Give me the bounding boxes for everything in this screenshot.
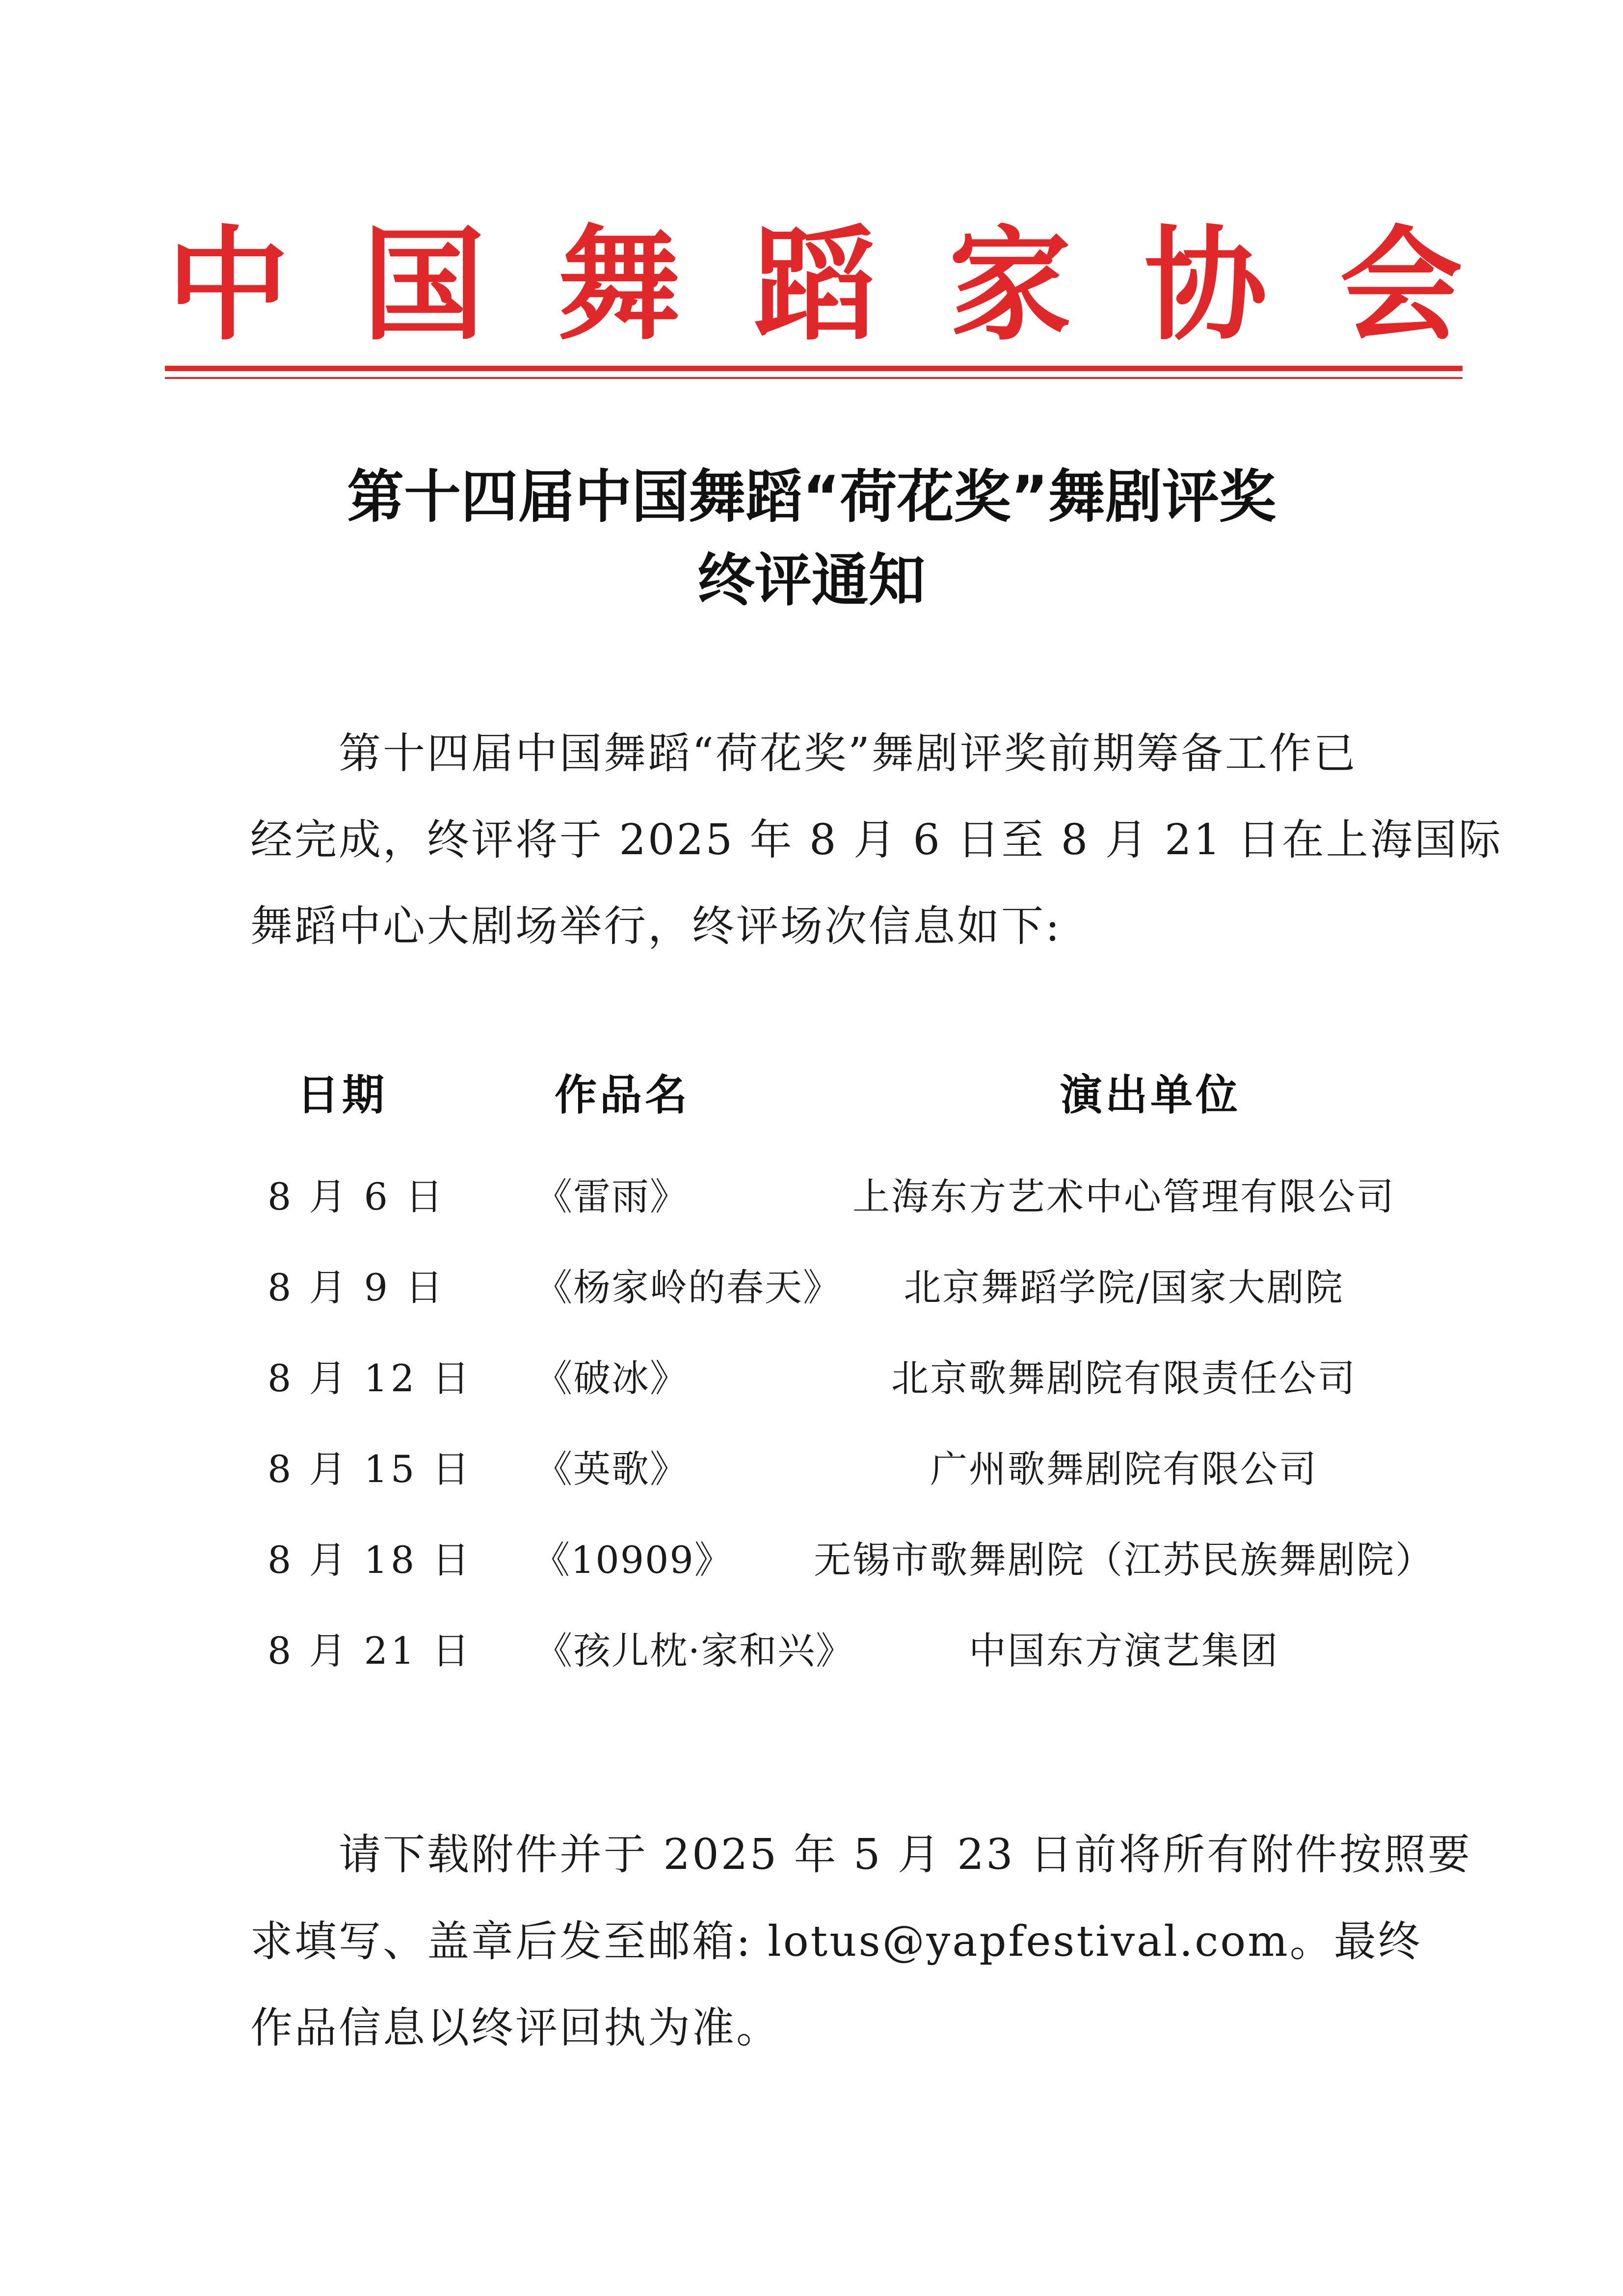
intro-line-3: 舞蹈中心大剧场举行，终评场次信息如下:: [250, 902, 1062, 951]
row-performing-unit: 上海东方艺术中心管理有限公司: [852, 1175, 1395, 1218]
letterhead-char: 蹈: [753, 213, 876, 357]
letterhead-char: 会: [1339, 213, 1463, 357]
letterhead-divider-thick: [165, 366, 1463, 371]
row-work-title: 《杨家岭的春天》: [535, 1266, 841, 1309]
intro-line-1: 第十四届中国舞蹈“荷花奖”舞剧评奖前期筹备工作已: [339, 729, 1357, 778]
row-work-title: 《10909》: [532, 1538, 733, 1582]
letterhead-char: 家: [949, 213, 1072, 357]
letterhead-char: 国: [362, 213, 485, 357]
notice-title-line-1: 第十四届中国舞蹈“荷花奖”舞剧评奖: [347, 464, 1276, 530]
closing-line-1: 请下载附件并于 2025 年 5 月 23 日前将所有附件按照要: [339, 1830, 1472, 1879]
row-work-title: 《雷雨》: [535, 1175, 688, 1218]
letterhead-divider-thin: [165, 377, 1463, 379]
row-performing-unit: 北京歌舞剧院有限责任公司: [891, 1356, 1357, 1400]
row-date: 8 月 6 日: [267, 1175, 446, 1218]
row-date: 8 月 21 日: [267, 1629, 473, 1673]
row-date: 8 月 15 日: [267, 1447, 473, 1491]
letterhead-char: 舞: [558, 213, 681, 357]
row-date: 8 月 18 日: [267, 1538, 473, 1582]
row-performing-unit: 无锡市歌舞剧院（江苏民族舞剧院）: [814, 1538, 1434, 1582]
table-header-work: 作品名: [555, 1071, 690, 1120]
letterhead-char: 中: [167, 213, 290, 357]
row-performing-unit: 北京舞蹈学院/国家大剧院: [904, 1266, 1344, 1309]
table-header-date: 日期: [297, 1071, 387, 1120]
intro-line-2: 经完成，终评将于 2025 年 8 月 6 日至 8 月 21 日在上海国际: [250, 815, 1503, 864]
table-header-unit: 演出单位: [1060, 1071, 1241, 1120]
letterhead-char: 协: [1144, 213, 1267, 357]
notice-title-line-2: 终评通知: [697, 547, 926, 614]
row-date: 8 月 9 日: [267, 1266, 446, 1309]
row-work-title: 《破冰》: [535, 1356, 688, 1400]
row-date: 8 月 12 日: [267, 1356, 473, 1400]
row-work-title: 《孩儿枕·家和兴》: [535, 1629, 854, 1673]
row-performing-unit: 中国东方演艺集团: [969, 1629, 1279, 1673]
letterhead-organization-name: [167, 211, 1463, 358]
row-work-title: 《英歌》: [535, 1447, 688, 1491]
row-performing-unit: 广州歌舞剧院有限公司: [930, 1447, 1318, 1491]
closing-line-3: 作品信息以终评回执为准。: [250, 2003, 780, 2053]
closing-line-2: 求填写、盖章后发至邮箱: lotus@yapfestival.com。最终: [250, 1917, 1422, 1966]
